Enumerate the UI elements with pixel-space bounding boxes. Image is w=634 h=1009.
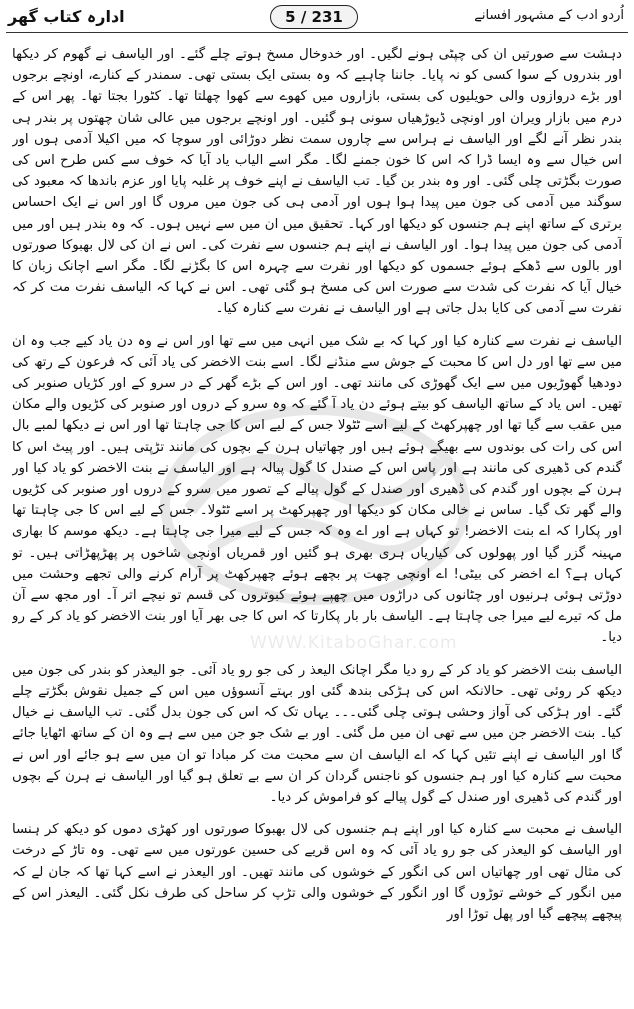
page-header — [0, 0, 634, 30]
page-number-badge: 5 / 231 — [270, 5, 358, 29]
story-text — [12, 44, 622, 999]
book-title: اُردو ادب کے مشہور افسانے — [474, 8, 624, 23]
publisher-name: ادارہ کتاب گھر — [8, 7, 125, 26]
paragraph: الیاسف بنت الاخضر کو یاد کر کے رو دیا مگر اچانک الیعذ ر کی جو رو یاد آئی۔ جو الیعذر کو بندر کی جون میں دیکھ کر روئی تھی۔ حالانکہ اس کی ہڑکی بندھ گئی اور بہتے آنسوؤں میں اس کے جمیل نقوش بگڑتے چلے گئے۔ اور ہڑکی کی آواز وحشی ہوتی چلی گئی۔۔۔ یہاں تک کہ اس کی جون بدل گئی۔ تب الیاسف نے خیال کیا۔ بنت الاخضر جن میں سے تھی ان میں مل گئی۔ اور بے شک جو جن میں سے ہے وہ ان کے ساتھ اٹھایا جائے گا اور الیاسف نے اپنے تئیں کہا کہ اے الیاسف ان سے محبت مت کر مبادا تو ان میں سے ہو جائے اور اس نے محبت سے کنارہ کیا اور ہم جنسوں کو ناجنس گردان کر ان سے بے تعلق ہو گیا اور الیاسف نے ہرن کے بچوں اور گندم کی ڈھیری اور صندل کے گول پیالے کو فراموش کر دیا۔ — [12, 662, 622, 805]
paragraph: الیاسف نے نفرت سے کنارہ کیا اور کہا کہ بے شک میں انہی میں سے تھا اور اس نے وہ دن یاد کیے جب وہ ان میں سے تھا اور دل اس کا محبت کے جوش سے منڈنے لگا۔ اسے بنت الاخضر کی یاد آئی کہ فرعون کے رتھ کی دودھیا گھوڑیوں میں سے ایک گھوڑی کی مانند تھی۔ اور اس کے بڑے گھر کے در سرو کے اور کڑیاں صنوبر کی تھیں۔ اس یاد کے ساتھ الیاسف کو بیتے ہوئے دن یاد آ گئے کہ وہ سرو کے دروں اور صنوبر کی کڑیوں والے مکان میں عقب سے گیا تھا اور چھپرکھٹ کے لیے اسے ٹٹولا جس کے لیے اس کا جی چاہتا تھا اور اس نے دیکھا لمبے بال اس کی رات کی بوندوں سے بھیگے ہوئے ہیں اور چھاتیاں ہرن کے بچوں کی مانند تڑپتی ہیں۔ اور پیٹ اس کا گندم کی ڈھیری کی مانند ہے اور پاس اس کے صندل کا گول پیالہ ہے اور الیاسف نے بنت الاخضر کو یاد کیا اور ہرن کے بچوں اور گندم کی ڈھیری اور صندل کے گول پیالے کے تصور میں سرو کے دروں اور صنوبر کی کڑیوں والے گھر تک گیا۔ ساس نے خالی مکان کو دیکھا اور چھپرکھٹ پر اسے ٹٹولا۔ جس کے لیے اس کا جی چاہتا تھا اور پکارا کہ اے بنت الاخضر! تو کہاں ہے اور اے وہ کہ جس کے لیے میرا جی چاہتا ہے۔ دیکھ موسم کا بھاری مہینہ گزر گیا اور پھولوں کی کیاریاں ہری بھری ہو گئیں اور قمریاں اونچی شاخوں پر پھڑپھڑاتی ہیں۔ تو کہاں ہے؟ اے اخضر کی بیٹی! اے اونچی چھت پر بچھے ہوئے چھپرکھٹ پر آرام کرنے والی تجھے وحشت میں دوڑتی ہوئی ہرنیوں اور چٹانوں کی دراڑوں میں چھپے ہوئے کبوتروں کی قسم تو نیچے اتر آ۔ اور مجھ سے آن مل کہ تیرے لیے میرا جی چاہتا ہے۔ الیاسف بار بار پکارتا کہ اس کا جی بھر آیا اور بنت الاخضر کو یاد کر کے رو دیا۔ — [12, 333, 622, 646]
watermark-url: WWW.KitaboGhar.com — [250, 633, 458, 653]
paragraph: دہشت سے صورتیں ان کی چپٹی ہونے لگیں۔ اور خدوخال مسخ ہوتے چلے گئے۔ اور الیاسف نے گھوم کر دیکھا اور بندروں کے سوا کسی کو نہ پایا۔ جاننا چاہیے کہ وہ بستی ایک بستی تھی۔ سمندر کے کنارے، اونچے برجوں اور بڑے دروازوں والی حویلیوں کی بستی، بازاروں میں کھوے سے کھوا چھلتا تھا۔ کٹورا بجتا تھا۔ پھر اس کے درم میں بازار ویران اور اونچی ڈیوڑھیاں سونی ہو گئیں۔ اور اونچے برجوں میں عالی شان چھتوں پر بندر ہی بندر نظر آنے لگے اور الیاسف نے ہراس سے چاروں سمت نظر دوڑائی اور سوچا کہ میں اکیلا آدمی ہوں اور اس خیال سے وہ ایسا ڈرا کہ اس کا خون جمنے لگا۔ مگر اسے الیاب یاد آیا کہ خوف سے کس طرح اس کی صورت بگڑتی چلی گئی۔ اور وہ بندر بن گیا۔ تب الیاسف نے اپنے خوف پر غلبہ پایا اور عزم باندھا کہ معبود کی سوگند میں آدمی کی جون میں پیدا ہوا ہوں اور آدمی ہی کی جون میں مروں گا اور اس نے ایک احساس برتری کے ساتھ اپنے ہم جنسوں کو دیکھا اور کہا۔ تحقیق میں ان میں سے نہیں ہوں۔ کہ وہ بندر ہیں اور میں آدمی کی جون میں پیدا ہوا۔ اور الیاسف نے اپنے ہم جنسوں سے نفرت کی۔ اس نے ان کی لال بھبوکا صورتوں اور بالوں سے ڈھکے ہوئے جسموں کو دیکھا اور نفرت سے چہرہ اس کا بگڑنے لگا۔ مگر اسے اچانک زبان کا خیال آیا کہ نفرت کی شدت سے صورت اس کی مسخ ہو گئی تھی۔ اس نے کہا کہ الیاسف نفرت مت کر کہ نفرت سے آدمی کی کایا بدل جاتی ہے اور الیاسف نے نفرت سے کنارہ کیا۔ — [12, 47, 622, 317]
header-divider — [6, 32, 628, 33]
paragraph: الیاسف نے محبت سے کنارہ کیا اور اپنے ہم جنسوں کی لال بھبوکا صورتوں اور کھڑی دموں کو دیکھ کر ہنسا اور الیاسف کو الیعذر کی جو رو یاد آئی کہ وہ اس قریے کی حسین عورتوں میں سے تھی۔ وہ تاڑ کے درخت کی مثال تھی اور چھاتیاں اس کی انگور کے خوشوں کی مانند تھیں۔ اور الیعذر نے اسے کہا تھا کہ جان لے کہ میں انگور کے خوشے توڑوں گا اور انگور کے خوشوں والی تڑپ کر ساحل کی طرف نکل گئی۔ الیعذر اس کے پیچھے پیچھے گیا اور پھل توڑا اور — [12, 822, 622, 922]
